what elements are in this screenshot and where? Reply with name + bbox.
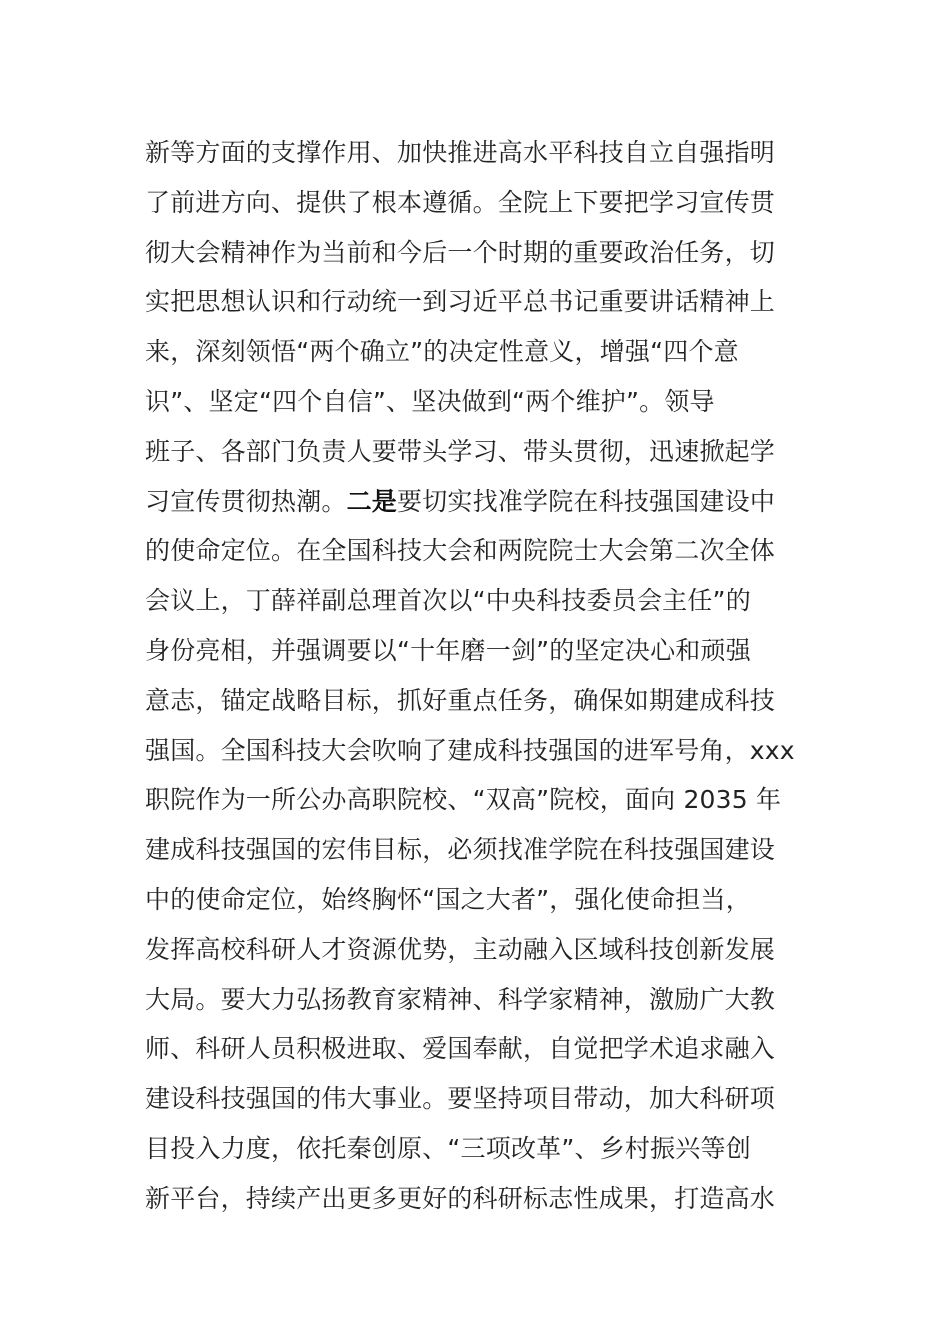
text-line: 中的使命定位，始终胸怀“国之大者”，强化使命担当，: [145, 884, 751, 914]
text-line: 新平台，持续产出更多更好的科研标志性成果，打造高水: [145, 1183, 776, 1213]
text-segment: 要切实找准学院在科技强国建设中: [397, 486, 776, 516]
text-segment: 习宣传贯彻热潮。: [145, 486, 347, 516]
text-line: 来，深刻领悟“两个确立”的决定性意义，增强“四个意: [145, 337, 739, 367]
text-line: 会议上，丁薛祥副总理首次以“中央科技委员会主任”的: [145, 586, 751, 616]
text-line: 建设科技强国的伟大事业。要坚持项目带动，加大科研项: [145, 1084, 776, 1114]
text-line: 目投入力度，依托秦创原、“三项改革”、乡村振兴等创: [145, 1133, 751, 1163]
text-line: 实把思想认识和行动统一到习近平总书记重要讲话精神上: [145, 287, 776, 317]
text-line: 发挥高校科研人才资源优势，主动融入区域科技创新发展: [145, 934, 776, 964]
body-text: [145, 128, 825, 1224]
text-line: 师、科研人员积极进取、爱国奉献，自觉把学术追求融入: [145, 1034, 776, 1064]
text-line: [145, 477, 825, 527]
emphasis-label: 二是: [346, 486, 398, 516]
text-line: 班子、各部门负责人要带头学习、带头贯彻，迅速掀起学: [145, 436, 776, 466]
text-line: 建成科技强国的宏伟目标，必须找准学院在科技强国建设: [145, 835, 776, 865]
text-line: 了前进方向、提供了根本遵循。全院上下要把学习宣传贯: [145, 187, 776, 217]
text-line: 彻大会精神作为当前和今后一个时期的重要政治任务，切: [145, 237, 776, 267]
text-line: 的使命定位。在全国科技大会和两院院士大会第二次全体: [145, 536, 776, 566]
text-line: 强国。全国科技大会吹响了建成科技强国的进军号角，xxx: [145, 735, 795, 765]
text-line: 职院作为一所公办高职院校、“双高”院校，面向 2035 年: [145, 785, 782, 815]
text-line: 新等方面的支撑作用、加快推进高水平科技自立自强指明: [145, 138, 776, 167]
text-line: 身份亮相，并强调要以“十年磨一剑”的坚定决心和顽强: [145, 635, 751, 665]
text-line: 识”、坚定“四个自信”、坚决做到“两个维护”。领导: [145, 386, 715, 416]
text-line: 意志，锚定战略目标，抓好重点任务，确保如期建成科技: [145, 685, 776, 715]
text-line: 大局。要大力弘扬教育家精神、科学家精神，激励广大教: [145, 984, 776, 1014]
